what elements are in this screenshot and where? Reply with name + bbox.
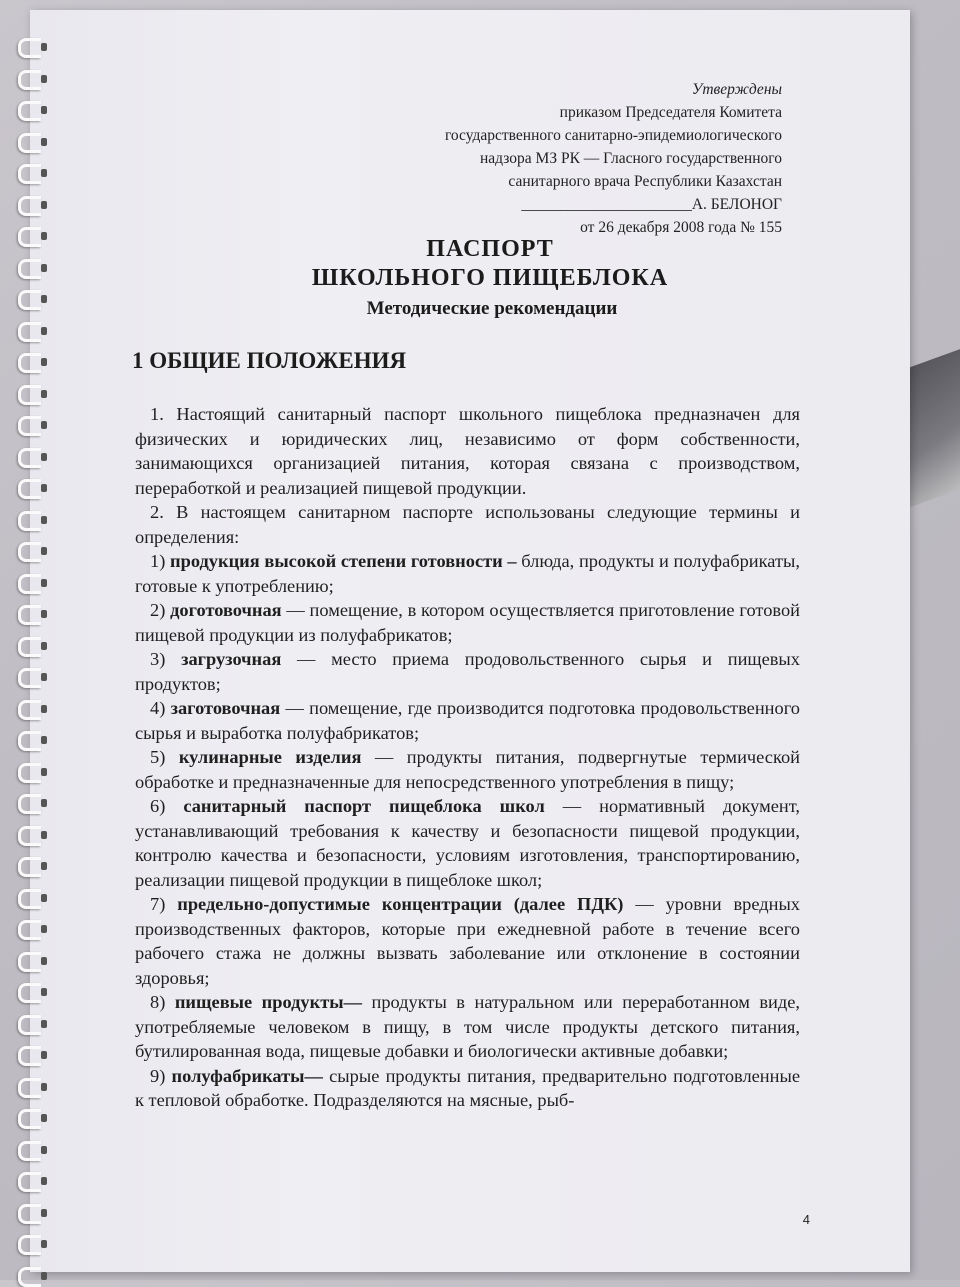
approval-line: приказом Председателя Комитета — [559, 104, 782, 121]
definition-text: — помещение, в котором осуществляется приготовление готовой пищевой продукции из полуфабрикатов; — [135, 600, 800, 645]
spiral-binding — [0, 10, 40, 1272]
definition-item — [135, 794, 800, 892]
binding-ring — [18, 637, 41, 657]
approval-line: надзора МЗ РК — Гласного государственного — [480, 150, 782, 167]
approval-line: государственного санитарно-эпидемиологического — [444, 127, 782, 144]
binding-ring — [18, 416, 41, 436]
definition-number: 2) — [150, 600, 166, 620]
document-subtitle: Методические рекомендации — [366, 298, 618, 319]
definition-term: загрузочная — [181, 649, 282, 669]
document-title: ПАСПОРТ — [426, 236, 554, 262]
binding-ring — [18, 133, 41, 153]
approval-block — [445, 78, 782, 239]
definition-term: заготовочная — [170, 698, 281, 718]
definition-term: санитарный паспорт пищеблока школ — [183, 796, 545, 816]
definition-term: предельно-допустимые концентрации (далее ПДК) — [177, 894, 624, 914]
definition-item — [135, 598, 800, 647]
binding-ring — [18, 479, 41, 499]
binding-ring — [18, 101, 41, 121]
binding-ring — [18, 385, 41, 405]
approval-signature: ______________________А. БЕЛОНОГ — [521, 196, 782, 213]
binding-ring — [18, 542, 41, 562]
binding-ring — [18, 1172, 41, 1192]
paragraph-2: 2. В настоящем санитарном паспорте использованы следующие термины и определения: — [135, 502, 800, 547]
definition-item — [135, 647, 800, 696]
binding-ring — [18, 164, 41, 184]
definition-term: доготовочная — [170, 600, 282, 620]
binding-ring — [18, 605, 41, 625]
binding-ring — [18, 511, 41, 531]
binding-ring — [18, 322, 41, 342]
binding-ring — [18, 1109, 41, 1129]
definition-text: продукты в натуральном или переработанном виде, употребляемые человеком в пищу, в том числе продукты детского питания, бутилированная вода, пищевые добавки и биологически активные добавки; — [135, 992, 800, 1061]
binding-ring — [18, 448, 41, 468]
binding-ring — [18, 983, 41, 1003]
binding-ring — [18, 1141, 41, 1161]
binding-ring — [18, 1235, 41, 1255]
binding-ring — [18, 574, 41, 594]
binding-ring — [18, 952, 41, 972]
definition-number: 8) — [150, 992, 166, 1012]
definition-text: — место приема продовольственного сырья и пищевых продуктов; — [135, 649, 800, 694]
definition-item — [135, 1064, 800, 1113]
definition-number: 3) — [150, 649, 166, 669]
binding-ring — [18, 1046, 41, 1066]
definition-number: 7) — [150, 894, 166, 914]
approval-date: от 26 декабря 2008 года № 155 — [580, 219, 782, 236]
binding-ring — [18, 857, 41, 877]
binding-ring — [18, 196, 41, 216]
definition-text: — помещение, где производится подготовка продовольственного сырья и выработка полуфабрикатов; — [135, 698, 800, 743]
definition-item — [135, 990, 800, 1064]
document-title-line2: ШКОЛЬНОГО ПИЩЕБЛОКА — [311, 265, 669, 291]
binding-ring — [18, 700, 41, 720]
definition-text: блюда, продукты и полуфабрикаты, готовые к употреблению; — [135, 551, 800, 596]
definition-term: пищевые продукты— — [174, 992, 362, 1012]
binding-ring — [18, 794, 41, 814]
definition-term: полуфабрикаты— — [171, 1065, 323, 1086]
binding-ring — [18, 731, 41, 751]
binding-ring — [18, 70, 41, 90]
definition-term: продукция высокой степени готовности – — [170, 551, 517, 571]
binding-ring — [18, 353, 41, 373]
page-number: 4 — [802, 1212, 810, 1227]
binding-ring — [18, 668, 41, 688]
definition-number: 9) — [150, 1065, 166, 1086]
definition-number: 6) — [150, 796, 166, 816]
binding-ring — [18, 889, 41, 909]
definition-item — [135, 892, 800, 990]
binding-ring — [18, 1078, 41, 1098]
paragraph-1: 1. Настоящий санитарный паспорт школьного пищеблока предназначен для физических и юридических лиц, независимо от форм собственности, занимающихся организацией питания, которая связана с производством, переработкой и реализацией пищевой продукции. — [135, 404, 800, 498]
binding-ring — [18, 1015, 41, 1035]
binding-ring — [18, 826, 41, 846]
definition-item — [135, 696, 800, 745]
approval-heading: Утверждены — [691, 81, 782, 98]
definition-number: 5) — [150, 747, 166, 767]
definition-item — [135, 745, 800, 794]
definition-text: сырые продукты питания, предварительно подготовленные к тепловой обработке. Подразделяются на мясные, рыб- — [135, 1065, 800, 1110]
definition-number: 4) — [150, 698, 166, 718]
binding-ring — [18, 38, 41, 58]
definition-text: — уровни вредных производственных факторов, которые при ежедневной работе в течение всего рабочего стажа не должны вызвать заболевание или отклонение в состоянии здоровья; — [135, 894, 800, 988]
definition-text: — нормативный документ, устанавливающий требования к качеству и безопасности пищевой продукции, контролю качества и безопасности, условиям изготовления, транспортированию, реализации пищевой продукции в пищеблоке школ; — [135, 796, 800, 890]
section-heading: 1 ОБЩИЕ ПОЛОЖЕНИЯ — [132, 348, 407, 373]
approval-line: санитарного врача Республики Казахстан — [508, 173, 782, 190]
definition-item — [135, 549, 800, 598]
binding-ring — [18, 1204, 41, 1224]
definition-number: 1) — [150, 551, 166, 571]
body-text — [135, 402, 800, 1113]
binding-ring — [18, 920, 41, 940]
binding-ring — [18, 1267, 41, 1287]
definitions-list — [135, 549, 800, 1113]
definition-text: — продукты питания, подвергнутые термической обработке и предназначенные для непосредственного употребления в пищу; — [135, 747, 800, 792]
binding-ring — [18, 763, 41, 783]
definition-term: кулинарные изделия — [178, 747, 362, 767]
